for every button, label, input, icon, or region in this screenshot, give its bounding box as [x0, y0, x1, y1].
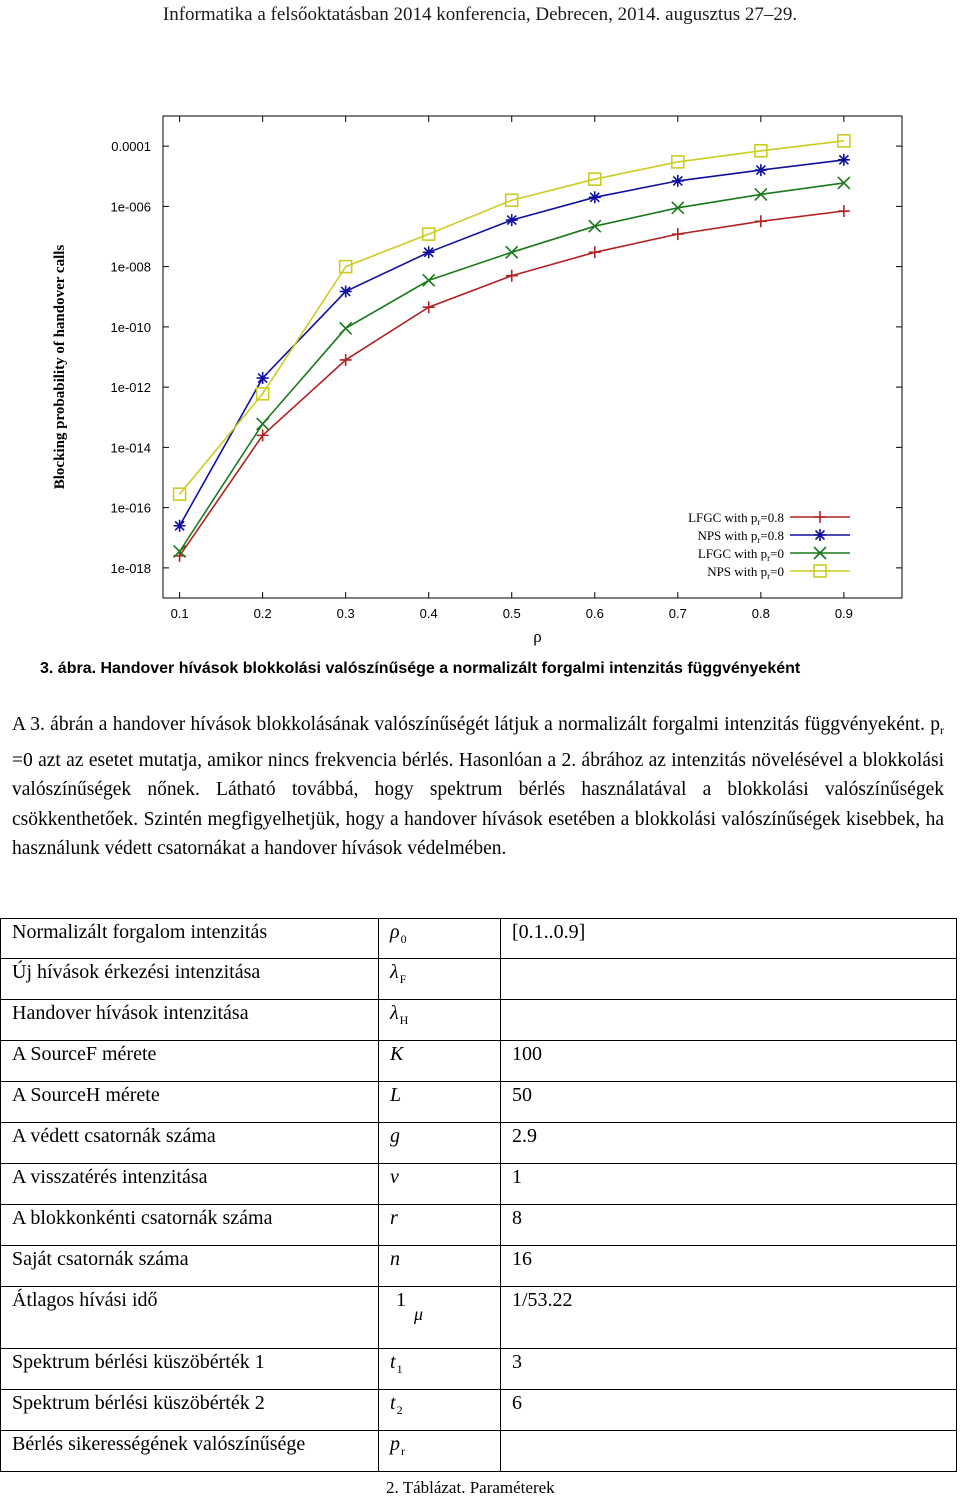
- param-symbol-cell: [379, 1349, 501, 1390]
- param-symbol: g: [390, 1125, 400, 1147]
- param-symbol: λ: [390, 961, 399, 983]
- param-symbol: K: [390, 1043, 404, 1065]
- y-tick-label: 1e-014: [110, 440, 151, 456]
- table-row: [1, 1246, 957, 1287]
- param-label: Spektrum bérlési küszöbérték 2: [1, 1390, 379, 1431]
- y-tick-label: 1e-010: [110, 319, 151, 335]
- param-symbol-cell: [379, 1246, 501, 1287]
- plot-frame: [163, 116, 902, 598]
- y-tick-label: 1e-006: [110, 199, 151, 215]
- param-symbol: λ: [390, 1002, 399, 1024]
- legend-marker: [814, 529, 826, 541]
- legend-label: NPS with $p_r=0$: [707, 564, 784, 581]
- param-symbol: L: [390, 1084, 402, 1106]
- param-symbol-cell: [379, 1287, 501, 1349]
- param-symbol: n: [390, 1248, 400, 1270]
- param-symbol-subscript: F: [399, 972, 407, 986]
- y-tick-label: 1e-018: [110, 560, 151, 576]
- table-row: [1, 1123, 957, 1164]
- data-point-0: [755, 215, 767, 227]
- x-axis-label: ρ: [533, 627, 542, 646]
- data-point-1: [755, 164, 767, 176]
- series-line-0: [180, 211, 844, 556]
- data-point-1: [589, 191, 601, 203]
- data-point-1: [423, 246, 435, 258]
- data-point-0: [672, 228, 684, 240]
- param-symbol: t: [390, 1392, 396, 1414]
- param-value: 16: [501, 1246, 957, 1287]
- data-point-0: [589, 246, 601, 258]
- param-value: [501, 1431, 957, 1472]
- table-row: [1, 1082, 957, 1123]
- data-point-2: [589, 220, 601, 232]
- data-point-1: [506, 214, 518, 226]
- param-symbol: t: [390, 1351, 396, 1373]
- blocking-probability-chart: [40, 108, 920, 653]
- param-symbol-subscript: r: [401, 1444, 405, 1458]
- table-caption: 2. Táblázat. Paraméterek: [386, 1478, 555, 1497]
- param-label: Saját csatornák száma: [1, 1246, 379, 1287]
- y-tick-label: 0.0001: [111, 139, 151, 155]
- x-tick-label: 0.7: [668, 606, 687, 621]
- data-point-0: [838, 205, 850, 217]
- x-tick-label: 0.8: [751, 606, 770, 621]
- data-point-2: [423, 274, 435, 286]
- table-row: [1, 959, 957, 1000]
- paragraph-part1: A 3. ábrán a handover hívások blokkolásának valószínűségét látjuk a normalizált forgalmi intenzitás függvényeként. p: [12, 714, 940, 735]
- table-row: [1, 919, 957, 959]
- paragraph-subscript: r: [940, 723, 944, 737]
- legend-label: LFGC with $p_r=0.8$: [688, 510, 784, 527]
- table-row: [1, 1041, 957, 1082]
- param-symbol-cell: [379, 1041, 501, 1082]
- y-tick-label: 1e-012: [110, 380, 151, 396]
- param-value: 3: [501, 1349, 957, 1390]
- param-symbol-subscript: μ: [414, 1304, 424, 1324]
- param-symbol-subscript: H: [399, 1013, 409, 1027]
- param-value: [501, 1000, 957, 1041]
- page-header: Informatika a felsőoktatásban 2014 konferencia, Debrecen, 2014. augusztus 27–29.: [162, 4, 798, 25]
- param-symbol-cell: [379, 1164, 501, 1205]
- legend-label: NPS with $p_r=0.8$: [697, 528, 784, 545]
- y-axis-label: Blocking probability of handover calls: [52, 244, 68, 490]
- param-symbol-subscript: 2: [396, 1403, 403, 1417]
- param-symbol: r: [390, 1207, 398, 1229]
- x-tick-label: 0.1: [170, 606, 189, 621]
- param-symbol-subscript: 0: [400, 932, 407, 946]
- table-row: [1, 1431, 957, 1472]
- param-symbol-cell: [379, 1000, 501, 1041]
- data-point-2: [506, 246, 518, 258]
- x-tick-label: 0.5: [502, 606, 521, 621]
- param-value: 2.9: [501, 1123, 957, 1164]
- table-row: [1, 1000, 957, 1041]
- param-label: Handover hívások intenzitása: [1, 1000, 379, 1041]
- param-value: [0.1..0.9]: [501, 919, 957, 959]
- legend-marker: [814, 511, 826, 523]
- param-symbol-cell: [379, 1431, 501, 1472]
- x-tick-label: 0.3: [336, 606, 355, 621]
- table-row: [1, 1390, 957, 1431]
- param-symbol-cell: [379, 1123, 501, 1164]
- param-symbol: ν: [390, 1166, 399, 1188]
- param-symbol-cell: [379, 1390, 501, 1431]
- x-tick-label: 0.4: [419, 606, 438, 621]
- data-point-1: [672, 175, 684, 187]
- data-point-0: [423, 301, 435, 313]
- table-row: [1, 1164, 957, 1205]
- param-value: 100: [501, 1041, 957, 1082]
- data-point-1: [340, 285, 352, 297]
- param-value: 50: [501, 1082, 957, 1123]
- x-tick-label: 0.9: [834, 606, 853, 621]
- param-label: A SourceF mérete: [1, 1041, 379, 1082]
- param-symbol: p: [390, 1433, 400, 1455]
- data-point-1: [257, 372, 269, 384]
- param-symbol-cell: [379, 919, 501, 959]
- param-value: 1/53.22: [501, 1287, 957, 1349]
- y-tick-label: 1e-008: [110, 259, 151, 275]
- y-tick-label: 1e-016: [110, 500, 151, 516]
- parameter-table: [0, 918, 957, 1472]
- param-value: 6: [501, 1390, 957, 1431]
- legend-label: LFGC with $p_r=0$: [697, 546, 784, 563]
- param-symbol-cell: [379, 1082, 501, 1123]
- data-point-2: [340, 322, 352, 334]
- param-value: 8: [501, 1205, 957, 1246]
- table-row: [1, 1205, 957, 1246]
- param-label: Normalizált forgalom intenzitás: [1, 919, 379, 959]
- data-point-2: [257, 418, 269, 430]
- param-label: Átlagos hívási idő: [1, 1287, 379, 1349]
- body-paragraph: [12, 710, 944, 864]
- param-label: A blokkonkénti csatornák száma: [1, 1205, 379, 1246]
- x-tick-label: 0.2: [253, 606, 272, 621]
- param-label: A visszatérés intenzitása: [1, 1164, 379, 1205]
- param-label: Bérlés sikerességének valószínűsége: [1, 1431, 379, 1472]
- param-label: A védett csatornák száma: [1, 1123, 379, 1164]
- table-row: [1, 1287, 957, 1349]
- param-label: Új hívások érkezési intenzitása: [1, 959, 379, 1000]
- param-value: 1: [501, 1164, 957, 1205]
- param-symbol-cell: [379, 959, 501, 1000]
- param-symbol: ρ: [390, 921, 400, 943]
- data-point-0: [506, 270, 518, 282]
- param-label: Spektrum bérlési küszöbérték 1: [1, 1349, 379, 1390]
- data-point-1: [838, 154, 850, 166]
- param-symbol-cell: [379, 1205, 501, 1246]
- param-label: A SourceH mérete: [1, 1082, 379, 1123]
- param-symbol: 1: [396, 1289, 406, 1311]
- figure-caption: 3. ábra. Handover hívások blokkolási valószínűsége a normalizált forgalmi intenzitás függvényeként: [40, 660, 801, 677]
- table-row: [1, 1349, 957, 1390]
- data-point-1: [174, 520, 186, 532]
- paragraph-part2: =0 azt az esetet mutatja, amikor nincs frekvencia bérlés. Hasonlóan a 2. ábrához az intenzitás növelésével a blokkolási valószínűségek nőnek. Látható továbbá, hogy spektrum bérlés használatával a blokkolási valószínűségek csökkenthetőek. Szintén megfigyelhetjük, hogy a handover hívások esetében a blokkolási valószínűségek kisebbek, ha használunk védett csatornákat a handover hívások védelmében.: [12, 749, 944, 860]
- param-symbol-subscript: 1: [396, 1362, 403, 1376]
- x-tick-label: 0.6: [585, 606, 604, 621]
- param-value: [501, 959, 957, 1000]
